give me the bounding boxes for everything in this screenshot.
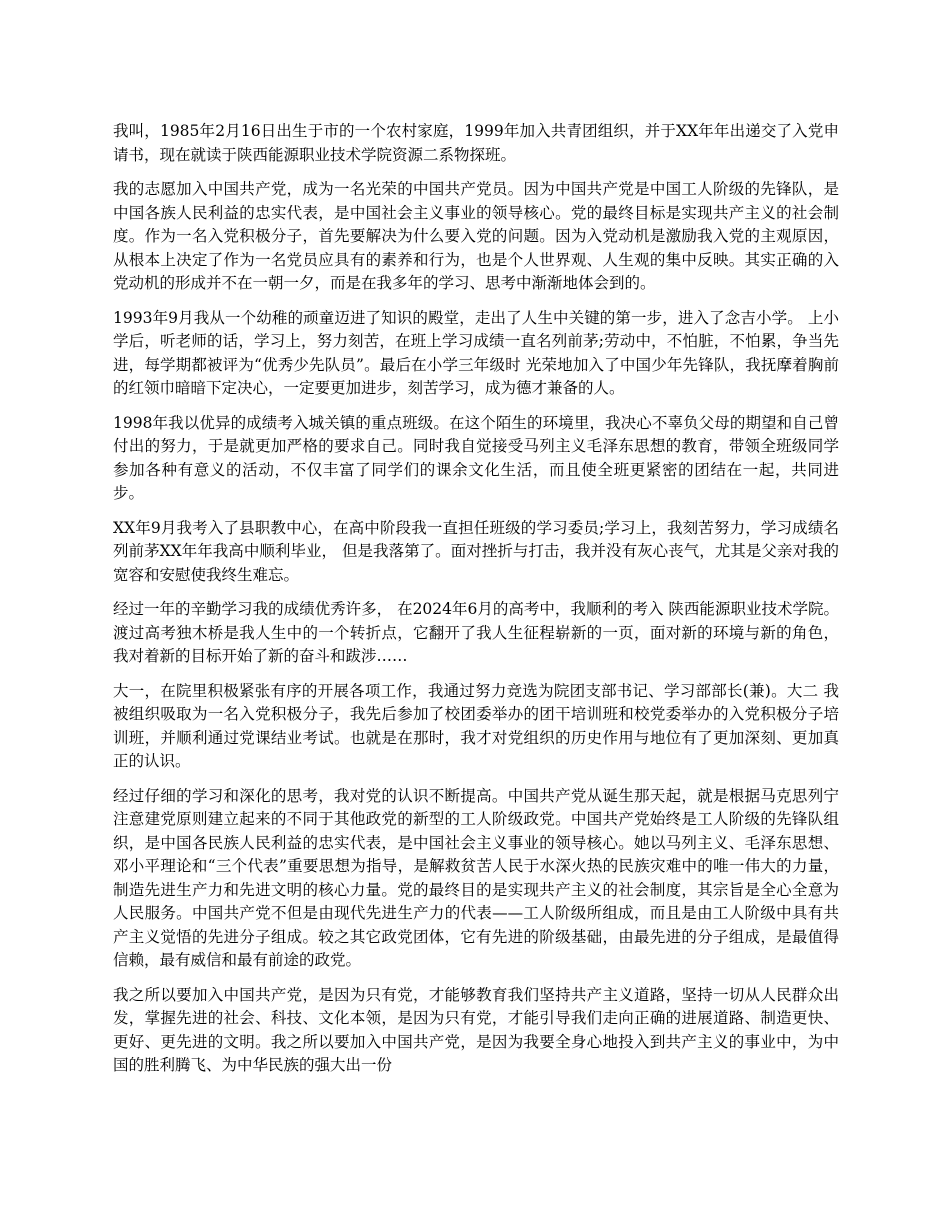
paragraph-high-school: XX年9月我考入了县职教中心，在高中阶段我一直担任班级的学习委员;学习上，我刻苦努力，学习成绩名列前茅XX年年我高中顺利毕业， 但是我落第了。面对挫折与打击，我并没有灰心丧气，尤其是父亲对我的宽容和安慰使我终生难忘。 [113,518,839,584]
paragraph-motivation: 我的志愿加入中国共产党，成为一名光荣的中国共产党员。因为中国共产党是中国工人阶级的先锋队，是中国各族人民利益的忠实代表，是中国社会主义事业的领导核心。党的最终目标是实现共产主义的社会制度。作为一名入党积极分子，首先要解决为什么要入党的问题。因为入党动机是激励我入党的主观原因，从根本上决定了作为一名党员应具有的素养和行为，也是个人世界观、人生观的集中反映。其实正确的入党动机的形成并不在一朝一夕，而是在我多年的学习、思考中渐渐地体会到的。 [113,180,839,292]
paragraph-party-understanding: 经过仔细的学习和深化的思考，我对党的认识不断提高。中国共产党从诞生那天起，就是根据马克思列宁注意建党原则建立起来的不同于其他政党的新型的工人阶级政党。中国共产党始终是工人阶级的先锋队组织，是中国各民族人民利益的忠实代表，是中国社会主义事业的领导核心。她以马列主义、毛泽东思想、邓小平理论和“三个代表”重要思想为指导，是解救贫苦人民于水深火热的民族灾难中的唯一伟大的力量，制造先进生产力和先进文明的核心力量。党的最终目的是实现共产主义的社会制度，其宗旨是全心全意为人民服务。中国共产党不但是由现代先进生产力的代表——工人阶级所组成，而且是由工人阶级中具有共产主义觉悟的先进分子组成。较之其它政党团体，它有先进的阶级基础，由最先进的分子组成，是最值得信赖，最有威信和最有前途的政党。 [113,786,839,969]
paragraph-primary-school: 1993年9月我从一个幼稚的顽童迈进了知识的殿堂，走出了人生中关键的第一步，进入了念吉小学。 上小学后，听老师的话，学习上，努力刻苦，在班上学习成绩一直名列前茅;劳动中，不怕脏，不怕累，争当先进，每学期都被评为“优秀少先队员”。最后在小学三年级时 光荣地加入了中国少年先锋队，我抚摩着胸前的红领巾暗暗下定决心，一定要更加进步，刻苦学习，成为德才兼备的人。 [113,308,839,397]
document-body [113,120,839,1089]
paragraph-reasons-to-join: 我之所以要加入中国共产党，是因为只有党，才能够教育我们坚持共产主义道路，坚持一切从人民群众出发，掌握先进的社会、科技、文化本领，是因为只有党，才能引导我们走向正确的进展道路、制造更快、更好、更先进的文明。我之所以要加入中国共产党，是因为我要全身心地投入到共产主义的事业中，为中国的胜利腾飞、为中华民族的强大出一份 [113,985,839,1074]
paragraph-college-activities: 大一，在院里积极紧张有序的开展各项工作，我通过努力竞选为院团支部书记、学习部部长(兼)。大二 我被组织吸取为一名入党积极分子，我先后参加了校团委举办的团干培训班和校党委举办的入党积极分子培训班，并顺利通过党课结业考试。也就是在那时，我才对党组织的历史作用与地位有了更加深刻、更加真正的认识。 [113,681,839,770]
paragraph-intro: 我叫，1985年2月16日出生于市的一个农村家庭，1999年加入共青团组织，并于XX年年出递交了入党申请书，现在就读于陕西能源职业技术学院资源二系物探班。 [113,122,839,164]
paragraph-college-entry: 经过一年的辛勤学习我的成绩优秀许多， 在2024年6月的高考中，我顺利的考入 陕西能源职业技术学院。渡过高考独木桥是我人生中的一个转折点，它翻开了我人生征程崭新的一页，面对新的环境与新的角色，我对着新的目标开始了新的奋斗和跋涉…… [113,600,839,665]
paragraph-middle-school: 1998年我以优异的成绩考入城关镇的重点班级。在这个陌生的环境里，我决心不辜负父母的期望和自己曾付出的努力，于是就更加严格的要求自己。同时我自觉接受马列主义毛泽东思想的教育，带领全班级同学参加各种有意义的活动，不仅丰富了同学们的课余文化生活，而且使全班更紧密的团结在一起，共同进步。 [113,413,839,502]
